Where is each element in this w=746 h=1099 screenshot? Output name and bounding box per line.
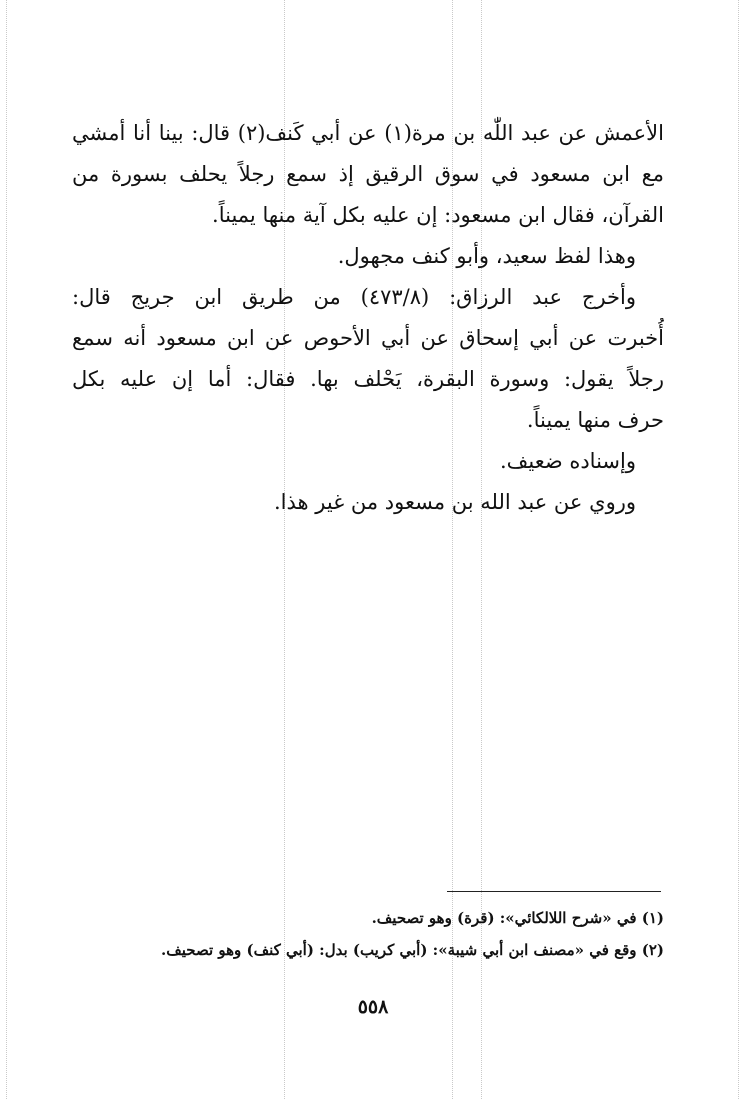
scan-artifact-line bbox=[6, 0, 7, 1099]
paragraph: وروي عن عبد الله بن مسعود من غير هذا. bbox=[273, 490, 636, 514]
text-line: مع ابن مسعود في سوق الرقيق إذ سمع رجلاً يحلف بسورة من bbox=[72, 162, 664, 186]
text-line: رجلاً يقول: وسورة البقرة، يَحْلف بها. فقال: أما إن عليه بكل bbox=[72, 367, 664, 391]
paragraph: وهذا لفظ سعيد، وأبو كنف مجهول. bbox=[337, 244, 636, 268]
text-line: وأخرج عبد الرزاق: (٤٧٣/٨) من طريق ابن جريج قال: bbox=[72, 285, 636, 309]
footnote-separator bbox=[447, 891, 661, 892]
text-line: القرآن، فقال ابن مسعود: إن عليه بكل آية منها يميناً. bbox=[212, 203, 664, 227]
text-line: أُخبرت عن أبي إسحاق عن أبي الأحوص عن ابن مسعود أنه سمع bbox=[72, 326, 664, 350]
footnote: (٢) وقع في «مصنف ابن أبي شيبة»: (أبي كريب) بدل: (أبي كنف) وهو تصحيف. bbox=[160, 941, 664, 959]
page-number: ٥٥٨ bbox=[357, 996, 389, 1018]
text-line: حرف منها يميناً. bbox=[526, 408, 664, 432]
paragraph: وإسناده ضعيف. bbox=[499, 449, 636, 473]
footnotes bbox=[80, 902, 664, 966]
footnote: (١) في «شرح اللالكائي»: (قرة) وهو تصحيف. bbox=[371, 909, 664, 927]
main-text bbox=[72, 113, 664, 523]
scan-artifact-line bbox=[738, 0, 739, 1099]
text-line: الأعمش عن عبد اللّٰه بن مرة(١) عن أبي كَنف(٢) قال: بينا أنا أمشي bbox=[72, 121, 664, 145]
